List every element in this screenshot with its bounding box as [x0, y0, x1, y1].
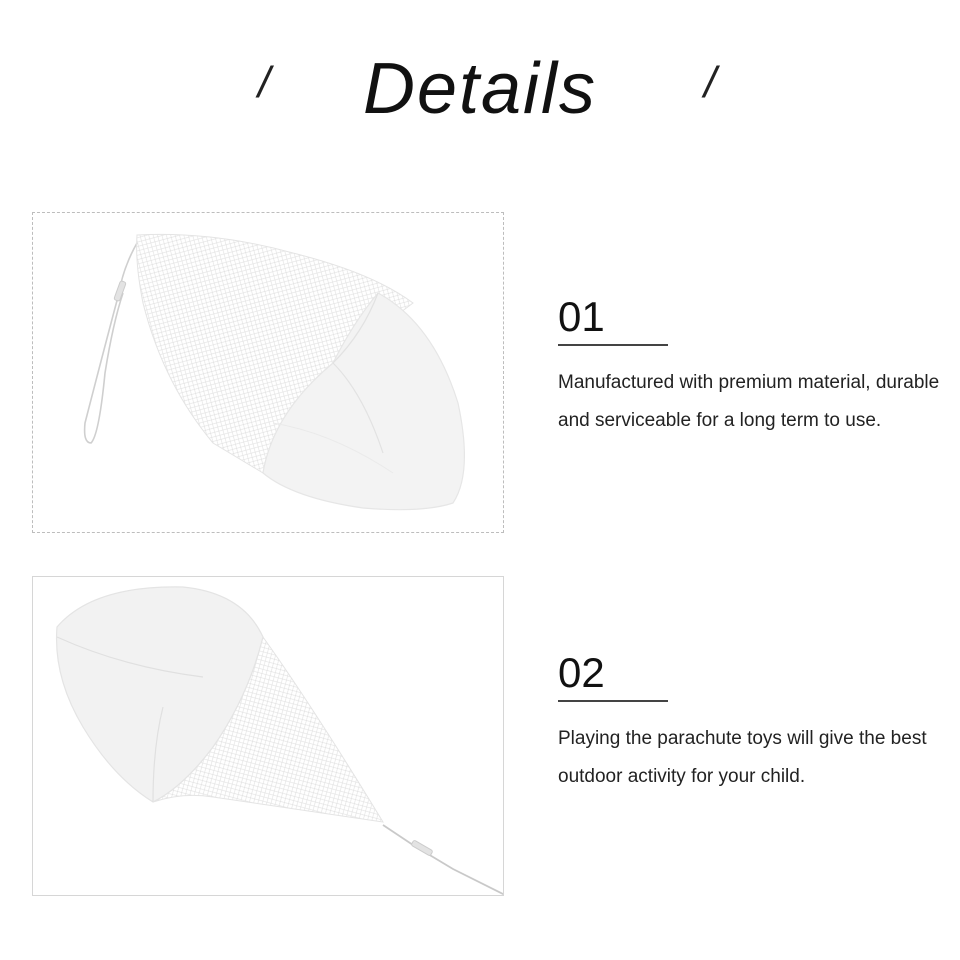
detail-item-01	[558, 292, 948, 440]
detail-number: 01	[558, 293, 605, 340]
parachute-image-2	[33, 577, 504, 896]
header-slash-right: /	[704, 58, 717, 107]
product-photo-1	[32, 212, 504, 533]
parachute-image-1	[33, 213, 504, 533]
detail-number: 02	[558, 649, 605, 696]
details-header	[0, 40, 960, 150]
detail-underline	[558, 700, 668, 702]
product-photo-2	[32, 576, 504, 896]
page-title: Details	[362, 49, 598, 129]
header-slash-left: /	[258, 58, 271, 107]
detail-underline	[558, 344, 668, 346]
detail-description: Playing the parachute toys will give the best outdoor activity for your child.	[558, 728, 927, 787]
detail-description: Manufactured with premium material, durable and serviceable for a long term to use.	[558, 372, 940, 431]
detail-item-02	[558, 648, 948, 796]
